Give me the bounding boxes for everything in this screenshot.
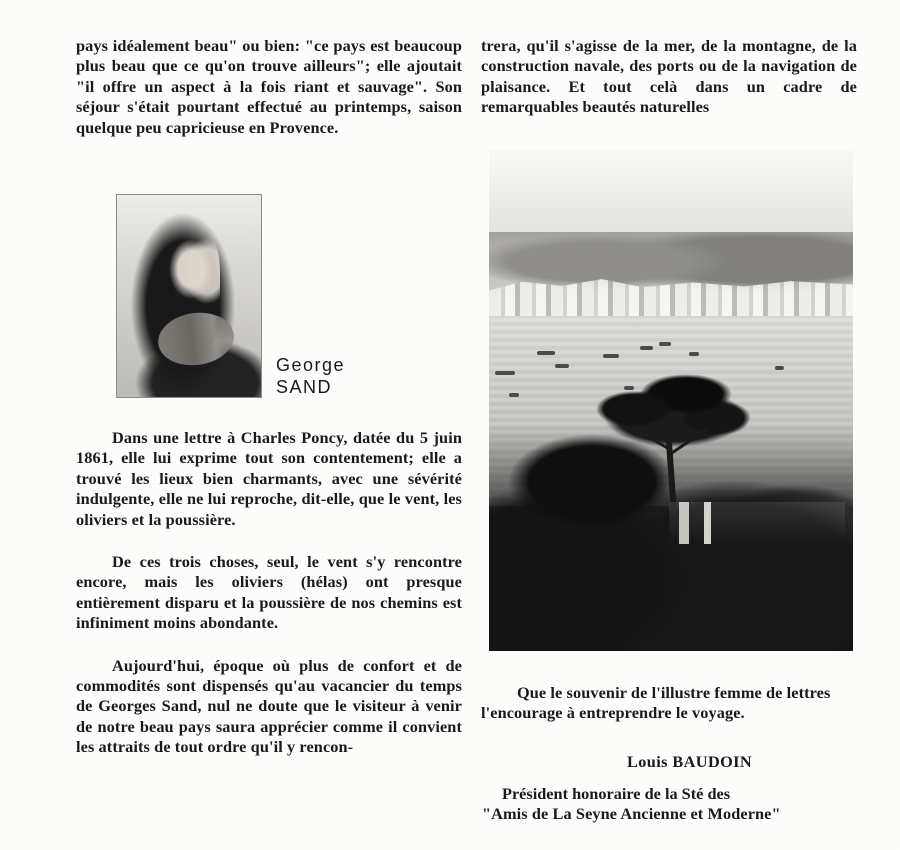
- portrait-caption-first-name: George: [276, 355, 346, 375]
- coastal-photograph: [489, 150, 853, 651]
- paragraph-spacer: [76, 530, 462, 552]
- author-name: Louis BAUDOIN: [627, 752, 753, 771]
- right-column: [481, 36, 857, 118]
- boat: [659, 342, 671, 346]
- boat: [689, 352, 699, 356]
- left-paragraph-2: Dans une lettre à Charles Poncy, datée du 5 juin 1861, elle lui exprime tout son contentement; elle a trouvé les lieux bien charmants, avec une sévérité indulgente, elle ne lui reproche, dit-elle, que le vent, les oliviers et la poussière.: [76, 428, 462, 529]
- portrait-caption: [276, 354, 345, 398]
- closing-paragraph-block: [481, 683, 857, 724]
- portrait-caption-last-name: SAND: [276, 377, 333, 397]
- boat: [555, 364, 569, 368]
- boat: [509, 393, 519, 397]
- boat: [495, 371, 515, 375]
- left-column-lower: [76, 428, 462, 758]
- pine-tree: [596, 372, 751, 517]
- hillside-houses: [669, 502, 845, 544]
- right-paragraph-1: trera, qu'il s'agisse de la mer, de la montagne, de la construction navale, des ports ou de la navigation de plaisance. Et tout celà dans un cadre de remarquables beautés naturelles: [481, 36, 857, 117]
- left-paragraph-1: pays idéalement beau" ou bien: "ce pays est beaucoup plus beau que ce qu'on trouve ailleurs"; elle ajoutait "il offre un aspect à la fois riant et sauvage". Son séjour s'était pourtant effectué au printemps, saison quelque peu capricieuse en Provence.: [76, 36, 462, 137]
- left-paragraph-3: De ces trois choses, seul, le vent s'y rencontre encore, mais les oliviers (hélas) ont presque entièrement disparu et la poussière de nos chemins est infiniment moins abondante.: [76, 552, 462, 633]
- boat: [775, 366, 784, 370]
- boat: [640, 346, 653, 350]
- paragraph-spacer: [76, 634, 462, 656]
- left-paragraph-4: Aujourd'hui, époque où plus de confort et de commodités sont dispensés qu'au vacancier du temps de Georges Sand, nul ne doute que le visiteur à venir de notre beau pays saura apprécier comme il convient les attraits de tout ordre qu'il y rencon-: [76, 655, 462, 757]
- boat: [537, 351, 555, 355]
- author-title: Président honoraire de la Sté des: [502, 784, 731, 803]
- portrait-section: [116, 194, 366, 404]
- photo-sky: [489, 150, 853, 238]
- george-sand-portrait: [116, 194, 262, 398]
- boat: [603, 354, 619, 358]
- closing-paragraph: Que le souvenir de l'illustre femme de lettres l'encourage à entreprendre le voyage.: [481, 683, 831, 723]
- pine-canopy: [596, 372, 751, 452]
- association-name: "Amis de La Seyne Ancienne et Moderne": [482, 804, 781, 823]
- left-column: [76, 36, 462, 138]
